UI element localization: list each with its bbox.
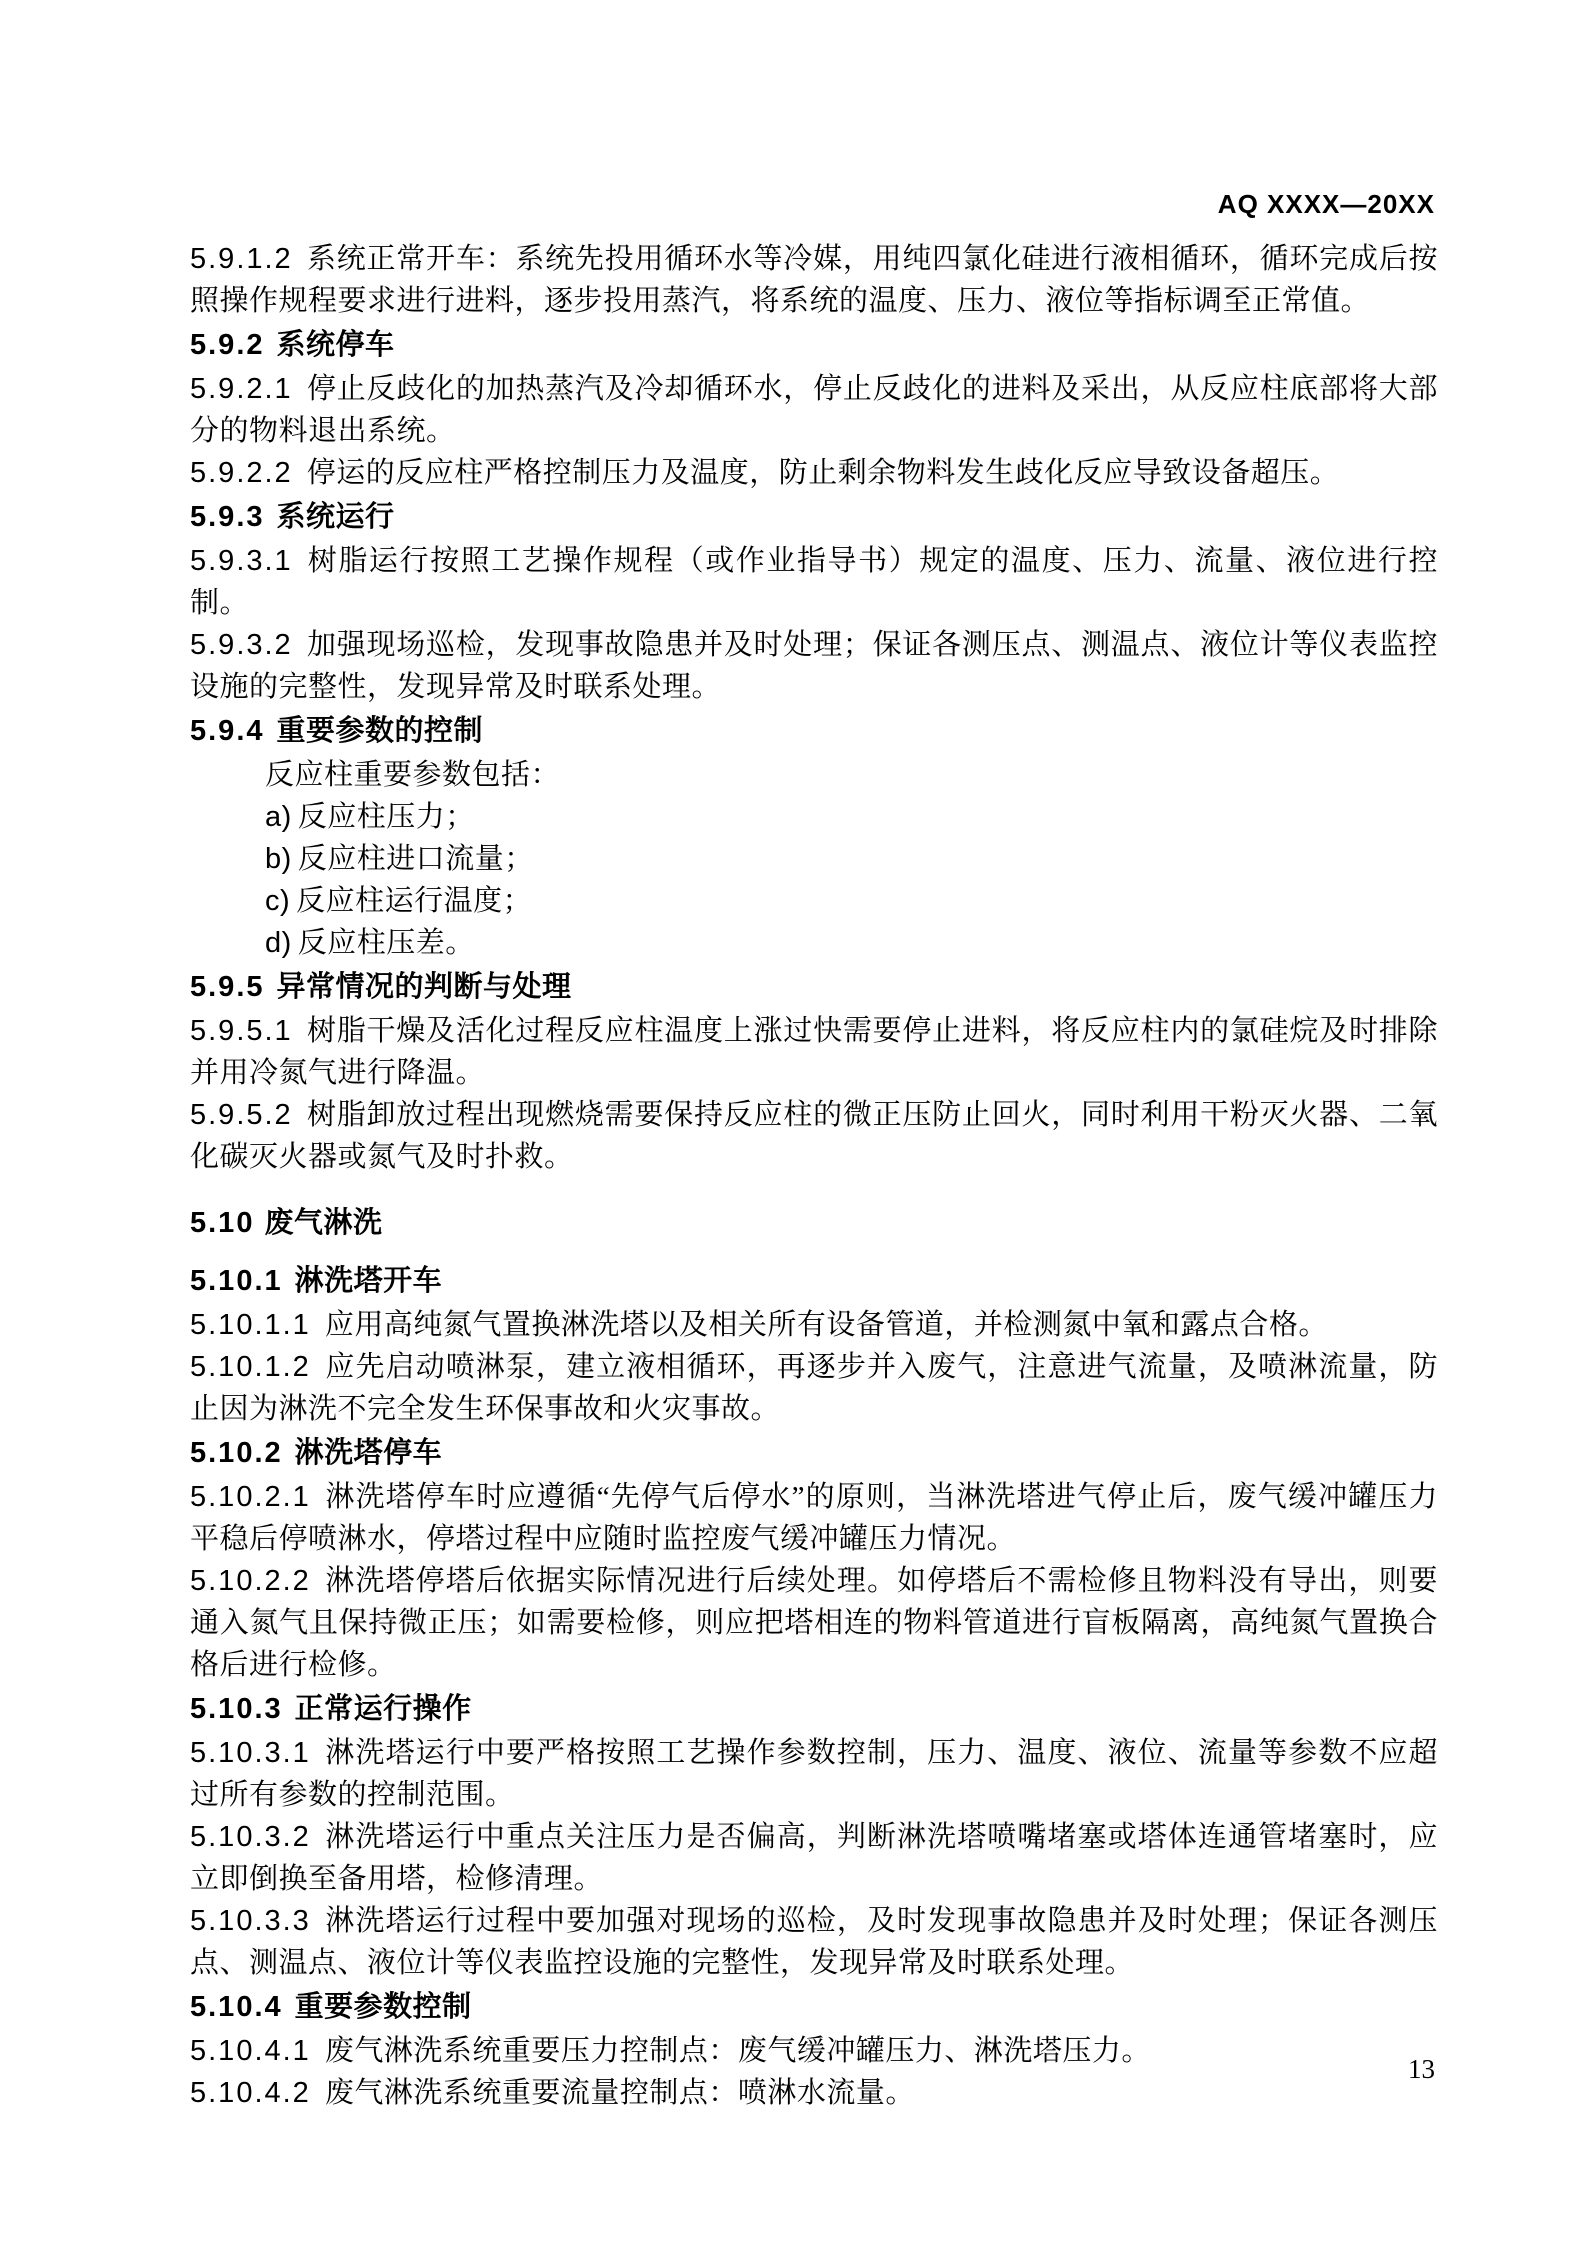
clause-number: 5.9.5.2 bbox=[190, 1099, 293, 1131]
clause-paragraph bbox=[190, 624, 1438, 708]
clause-paragraph bbox=[190, 1816, 1438, 1900]
clause-text: 系统运行 bbox=[276, 501, 395, 533]
clause-number: 5.10.3.3 bbox=[190, 1905, 311, 1937]
clause-number: 5.9.3 bbox=[190, 501, 265, 533]
subclause-heading bbox=[190, 324, 1438, 366]
clause-text: 废气淋洗系统重要压力控制点：废气缓冲罐压力、淋洗塔压力。 bbox=[324, 2035, 1151, 2067]
page-number: 13 bbox=[1408, 2054, 1435, 2084]
subclause-heading bbox=[190, 1432, 1438, 1474]
clause-number: 5.10 bbox=[190, 1207, 255, 1239]
clause-number: 5.9.3.2 bbox=[190, 629, 293, 661]
clause-text: 树脂运行按照工艺操作规程（或作业指导书）规定的温度、压力、流量、液位进行控制。 bbox=[190, 545, 1438, 619]
doc-code-header: AQ XXXX—20XX bbox=[1217, 189, 1435, 219]
clause-paragraph bbox=[190, 540, 1438, 624]
clause-paragraph bbox=[190, 1346, 1438, 1430]
clause-paragraph bbox=[190, 1476, 1438, 1560]
clause-text: 系统停车 bbox=[276, 329, 395, 361]
clause-paragraph bbox=[190, 368, 1438, 452]
clause-number: 5.10.1 bbox=[190, 1265, 283, 1297]
clause-number: 5.10.2 bbox=[190, 1437, 283, 1469]
clause-number: 5.10.1.2 bbox=[190, 1351, 311, 1383]
list-item-marker: b) bbox=[265, 843, 292, 875]
clause-text: 淋洗塔开车 bbox=[294, 1265, 443, 1297]
list-item bbox=[190, 922, 1438, 964]
clause-paragraph bbox=[190, 2072, 1438, 2114]
clause-number: 5.10.4.1 bbox=[190, 2035, 311, 2067]
clause-text: 淋洗塔运行过程中要加强对现场的巡检，及时发现事故隐患并及时处理；保证各测压点、测温点、液位计等仪表监控设施的完整性，发现异常及时联系处理。 bbox=[190, 1905, 1438, 1979]
clause-number: 5.10.3.2 bbox=[190, 1821, 311, 1853]
clause-paragraph bbox=[190, 1560, 1438, 1686]
clause-text: 反应柱运行温度； bbox=[296, 885, 533, 917]
clause-number: 5.9.5 bbox=[190, 971, 265, 1003]
clause-text: 重要参数的控制 bbox=[276, 715, 484, 747]
clause-text: 废气淋洗 bbox=[264, 1207, 383, 1239]
clause-text: 树脂干燥及活化过程反应柱温度上涨过快需要停止进料，将反应柱内的氯硅烷及时排除并用冷氮气进行降温。 bbox=[190, 1015, 1438, 1089]
list-intro-paragraph bbox=[190, 754, 1438, 796]
clause-text: 树脂卸放过程出现燃烧需要保持反应柱的微正压防止回火，同时利用干粉灭火器、二氧化碳灭火器或氮气及时扑救。 bbox=[190, 1099, 1438, 1173]
clause-paragraph bbox=[190, 1900, 1438, 1984]
clause-text: 淋洗塔运行中要严格按照工艺操作参数控制，压力、温度、液位、流量等参数不应超过所有参数的控制范围。 bbox=[190, 1737, 1438, 1811]
clause-heading bbox=[190, 1202, 1438, 1244]
list-item bbox=[190, 880, 1438, 922]
clause-text: 淋洗塔停车时应遵循“先停气后停水”的原则，当淋洗塔进气停止后，废气缓冲罐压力平稳后停喷淋水，停塔过程中应随时监控废气缓冲罐压力情况。 bbox=[190, 1481, 1438, 1555]
clause-text: 异常情况的判断与处理 bbox=[276, 971, 572, 1003]
clause-text: 反应柱压力； bbox=[297, 801, 475, 833]
clause-text: 反应柱重要参数包括： bbox=[265, 759, 561, 791]
clause-paragraph bbox=[190, 238, 1438, 322]
clause-text: 淋洗塔停塔后依据实际情况进行后续处理。如停塔后不需检修且物料没有导出，则要通入氮气且保持微正压；如需要检修，则应把塔相连的物料管道进行盲板隔离，高纯氮气置换合格后进行检修。 bbox=[190, 1565, 1438, 1681]
clause-number: 5.9.2.2 bbox=[190, 457, 293, 489]
clause-number: 5.9.4 bbox=[190, 715, 265, 747]
clause-text: 应先启动喷淋泵，建立液相循环，再逐步并入废气，注意进气流量，及喷淋流量，防止因为淋洗不完全发生环保事故和火灾事故。 bbox=[190, 1351, 1438, 1425]
clause-text: 废气淋洗系统重要流量控制点：喷淋水流量。 bbox=[324, 2077, 915, 2109]
clause-text: 反应柱进口流量； bbox=[297, 843, 534, 875]
clause-paragraph bbox=[190, 452, 1438, 494]
clause-text: 重要参数控制 bbox=[294, 1991, 472, 2023]
clause-number: 5.10.3 bbox=[190, 1693, 283, 1725]
clause-number: 5.9.5.1 bbox=[190, 1015, 293, 1047]
clause-text: 系统正常开车：系统先投用循环水等冷媒，用纯四氯化硅进行液相循环，循环完成后按照操作规程要求进行进料，逐步投用蒸汽，将系统的温度、压力、液位等指标调至正常值。 bbox=[190, 243, 1438, 317]
clause-number: 5.10.1.1 bbox=[190, 1309, 311, 1341]
list-item-marker: a) bbox=[265, 801, 292, 833]
clause-text: 加强现场巡检，发现事故隐患并及时处理；保证各测压点、测温点、液位计等仪表监控设施的完整性，发现异常及时联系处理。 bbox=[190, 629, 1438, 703]
list-item bbox=[190, 838, 1438, 880]
subclause-heading bbox=[190, 1260, 1438, 1302]
list-item-marker: c) bbox=[265, 885, 291, 917]
subclause-heading bbox=[190, 496, 1438, 538]
clause-number: 5.10.2.1 bbox=[190, 1481, 311, 1513]
clause-number: 5.10.3.1 bbox=[190, 1737, 311, 1769]
clause-number: 5.9.2.1 bbox=[190, 373, 293, 405]
clause-text: 停止反歧化的加热蒸汽及冷却循环水，停止反歧化的进料及采出，从反应柱底部将大部分的物料退出系统。 bbox=[190, 373, 1438, 447]
clause-paragraph bbox=[190, 1732, 1438, 1816]
clause-text: 淋洗塔停车 bbox=[294, 1437, 443, 1469]
clause-number: 5.10.4.2 bbox=[190, 2077, 311, 2109]
clause-number: 5.10.4 bbox=[190, 1991, 283, 2023]
clause-paragraph bbox=[190, 2030, 1438, 2072]
subclause-heading bbox=[190, 1986, 1438, 2028]
clause-text: 应用高纯氮气置换淋洗塔以及相关所有设备管道，并检测氮中氧和露点合格。 bbox=[324, 1309, 1328, 1341]
clause-number: 5.9.1.2 bbox=[190, 243, 293, 275]
subclause-heading bbox=[190, 710, 1438, 752]
clause-paragraph bbox=[190, 1094, 1438, 1178]
subclause-heading bbox=[190, 966, 1438, 1008]
clause-paragraph bbox=[190, 1010, 1438, 1094]
list-item-marker: d) bbox=[265, 927, 292, 959]
subclause-heading bbox=[190, 1688, 1438, 1730]
clause-number: 5.9.2 bbox=[190, 329, 265, 361]
clause-text: 反应柱压差。 bbox=[297, 927, 475, 959]
clause-number: 5.9.3.1 bbox=[190, 545, 293, 577]
clause-text: 停运的反应柱严格控制压力及温度，防止剩余物料发生歧化反应导致设备超压。 bbox=[306, 457, 1340, 489]
clause-number: 5.10.2.2 bbox=[190, 1565, 311, 1597]
clause-text: 正常运行操作 bbox=[294, 1693, 472, 1725]
document-body bbox=[190, 238, 1438, 2114]
clause-text: 淋洗塔运行中重点关注压力是否偏高，判断淋洗塔喷嘴堵塞或塔体连通管堵塞时，应立即倒换至备用塔，检修清理。 bbox=[190, 1821, 1438, 1895]
list-item bbox=[190, 796, 1438, 838]
clause-paragraph bbox=[190, 1304, 1438, 1346]
